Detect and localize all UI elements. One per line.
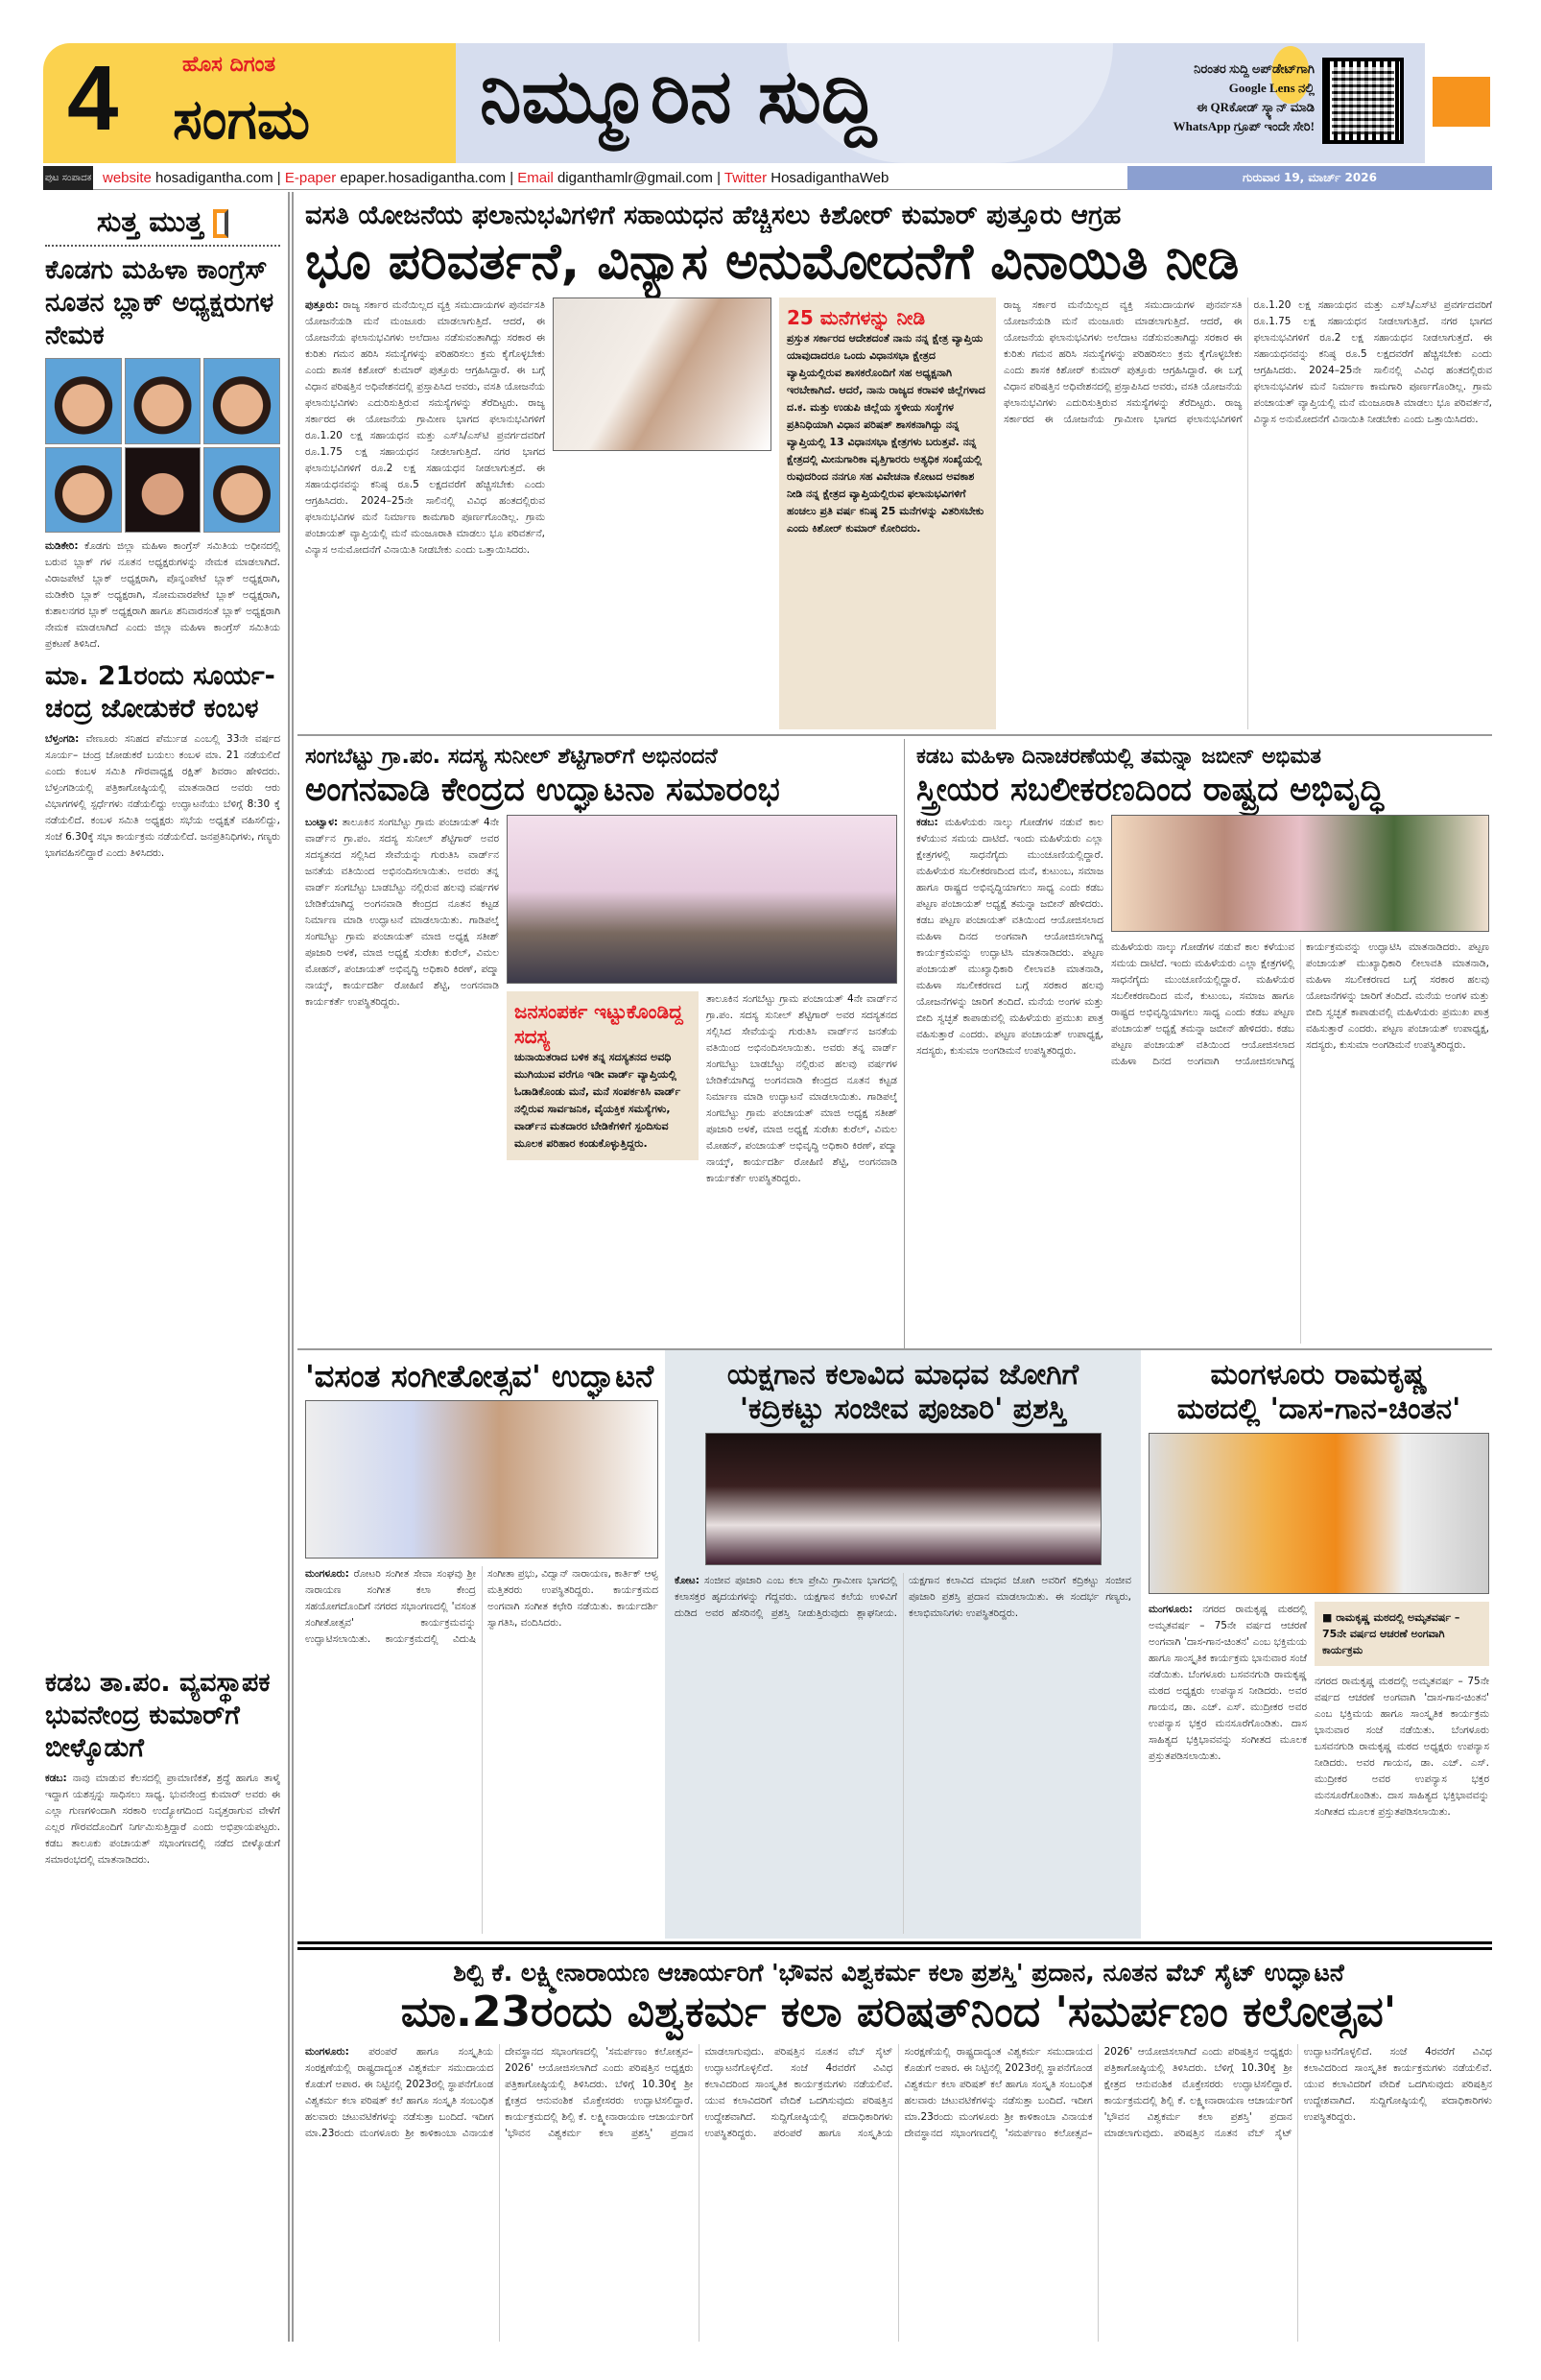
- story-kicker: ಶಿಲ್ಪಿ ಕೆ. ಲಕ್ಷ್ಮೀನಾರಾಯಣ ಆಚಾರ್ಯರಿಗೆ 'ಭೌವನ ವಿಶ್ವಕರ್ಮ ಕಲಾ ಪ್ರಶಸ್ತಿ' ಪ್ರದಾನ, ನೂತನ ವೆಬ್ ಸೈಟ್ ಉದ್ಘಾಟನೆ: [453, 1959, 1344, 1987]
- portrait-photo: [203, 447, 280, 534]
- contact-links: website hosadigantha.com | E-paper epaper.hosadigantha.com | Email diganthamlr@gmail.com | Twitter HosadiganthaWeb: [103, 170, 889, 186]
- body-text: ರಾಜ್ಯ ಸರ್ಕಾರ ಮನೆಯಿಲ್ಲದ ವ್ಯಕ್ತಿ ಸಮುದಾಯಗಳ ಪುನರ್ವಸತಿ ಯೋಜನೆಯಡಿ ಮನೆ ಮಂಜೂರು ಮಾಡಲಾಗುತ್ತಿದೆ. ಆದರೆ, ಈ ಯೋಜನೆಯ ಫಲಾನುಭವಿಗಳು ಅಲೆದಾಟ ನಡೆಸುವಂತಾಗಿದ್ದು ಸರಕಾರ ಈ ಕುರಿತು ಗಮನ ಹರಿಸಿ ಸಮಸ್ಯೆಗಳನ್ನು ಪರಿಹರಿಸಲು ಕ್ರಮ ಕೈಗೊಳ್ಳಬೇಕು ಎಂದು ಶಾಸಕ ಕಿಶೋರ್ ಕುಮಾರ್ ಪುತ್ತೂರು ಆಗ್ರಹಿಸಿದ್ದಾರೆ. ಈ ಬಗ್ಗೆ ವಿಧಾನ ಪರಿಷತ್ತಿನ ಅಧಿವೇಶನದಲ್ಲಿ ಪ್ರಸ್ತಾಪಿಸಿದ ಅವರು, ವಸತಿ ಯೋಜನೆಯ ಫಲಾನುಭವಿಗಳು ಎದುರಿಸುತ್ತಿರುವ ಸಮಸ್ಯೆಗಳನ್ನು ತೆರೆದಿಟ್ಟರು. ರಾಜ್ಯ ಸರ್ಕಾರದ ಈ ಯೋಜನೆಯ ಗ್ರಾಮೀಣ ಭಾಗದ ಫಲಾನುಭವಿಗಳಿಗೆ ರೂ.1.20 ಲಕ್ಷ ಸಹಾಯಧನ ಮತ್ತು ಎಸ್‌ಸಿ/ಎಸ್‌ಟಿ ಪ್ರವರ್ಗದವರಿಗೆ ರೂ.1.75 ಲಕ್ಷ ಸಹಾಯಧನ ನೀಡಲಾಗುತ್ತಿದೆ. ನಗರ ಭಾಗದ ಫಲಾನುಭವಿಗಳಿಗೆ ರೂ.2 ಲಕ್ಷ ಸಹಾಯಧನ ನೀಡಲಾಗುತ್ತದೆ. ಈ ಸಹಾಯಧನವನ್ನು ಕನಿಷ್ಠ ರೂ.5 ಲಕ್ಷದವರೆಗೆ ಹೆಚ್ಚಿಸಬೇಕು ಎಂದು ಆಗ್ರಹಿಸಿದರು. 2024–25ನೇ ಸಾಲಿನಲ್ಲಿ ವಿವಿಧ ಹಂತದಲ್ಲಿರುವ ಫಲಾನುಭವಿಗಳ ಮನೆ ನಿರ್ಮಾಣ ಕಾಮಗಾರಿ ಪೂರ್ಣಗೊಂಡಿಲ್ಲ. ಗ್ರಾಮ ಪಂಚಾಯತ್ ವ್ಯಾಪ್ತಿಯಲ್ಲಿ ಮನೆ ಮಂಜೂರಾತಿ ಮಾಡಲು ಭೂ ಪರಿವರ್ತನೆ, ವಿನ್ಯಾಸ ಅನುಮೋದನೆಗೆ ವಿನಾಯಿತಿ ನೀಡಬೇಕು ಎಂದು ಒತ್ತಾಯಿಸಿದರು.: [305, 299, 545, 557]
- website-label: website: [103, 170, 152, 186]
- story-headline: ಸ್ತ್ರೀಯರ ಸಬಲೀಕರಣದಿಂದ ರಾಷ್ಟ್ರದ ಅಭಿವೃದ್ಧಿ: [916, 770, 1385, 809]
- story-body: [305, 815, 499, 1344]
- body-text: ನಗರದ ರಾಮಕೃಷ್ಣ ಮಠದಲ್ಲಿ ಅಮೃತವರ್ಷ – 75ನೇ ವರ್ಷದ ಆಚರಣೆ ಅಂಗವಾಗಿ 'ದಾಸ-ಗಾನ-ಚಿಂತನ' ಎಂಬ ಭಕ್ತಿಮಯ ಹಾಗೂ ಸಾಂಸ್ಕೃತಿಕ ಕಾರ್ಯಕ್ರಮ ಭಾನುವಾರ ಸಂಜೆ ನಡೆಯಿತು. ಬೆಂಗಳೂರು ಬಸವನಗುಡಿ ರಾಮಕೃಷ್ಣ ಮಠದ ಅಧ್ಯಕ್ಷರು ಉಪನ್ಯಾಸ ನೀಡಿದರು. ಅವರ ಗಾಯನ, ಡಾ. ಎಚ್. ಎಸ್. ಮುದ್ರೀಕರ ಅವರ ಉಪನ್ಯಾಸ ಭಕ್ತರ ಮನಸೂರೆಗೊಂಡಿತು. ದಾಸ ಸಾಹಿತ್ಯದ ಭಕ್ತಿಭಾವವನ್ನು ಸಂಗೀತದ ಮೂಲಕ ಪ್ರಸ್ತುತಪಡಿಸಲಾಯಿತು.: [1315, 1676, 1489, 1818]
- highlight-box: [507, 991, 699, 1160]
- row3-story-3: [1149, 1358, 1489, 1934]
- twitter-link[interactable]: HosadiganthaWeb: [770, 170, 889, 186]
- qr-line: ಈ QRಕೋಡ್ ಸ್ಕ್ಯಾನ್ ಮಾಡಿ: [1196, 100, 1315, 114]
- orange-accent: [1433, 77, 1490, 127]
- story-body-continued: [1004, 298, 1492, 729]
- epaper-label: E-paper: [284, 170, 337, 186]
- body-text: ಸಂಜೀವ ಪೂಜಾರಿ ಎಂಬ ಕಲಾ ಪ್ರೇಮಿ ಗ್ರಾಮೀಣ ಭಾಗದಲ್ಲಿ ಕಲಾಸಕ್ತರ ಹೃದಯಗಳನ್ನು ಗೆದ್ದವರು. ಯಕ್ಷಗಾನ ಕಲೆಯ ಉಳಿವಿಗೆ ದುಡಿದ ಅವರ ಹೆಸರಿನಲ್ಲಿ ಪ್ರಶಸ್ತಿ ನೀಡುತ್ತಿರುವುದು ಶ್ಲಾಘನೀಯ. ಯಕ್ಷಗಾನ ಕಲಾವಿದ ಮಾಧವ ಜೋಗಿ ಅವರಿಗೆ ಕದ್ರಿಕಟ್ಟು ಸಂಜೀವ ಪೂಜಾರಿ ಪ್ರಶಸ್ತಿ ಪ್ರದಾನ ಮಾಡಲಾಯಿತು. ಈ ಸಂದರ್ಭ ಗಣ್ಯರು, ಕಲಾಭಿಮಾನಿಗಳು ಉಪಸ್ಥಿತರಿದ್ದರು.: [675, 1575, 1131, 1619]
- issue-date: ಗುರುವಾರ 19, ಮಾರ್ಚ್ 2026: [1127, 166, 1492, 190]
- top-story: [305, 200, 1492, 729]
- story-kicker: ಯಕ್ಷಗಾನ ಕಲಾವಿದ ಮಾಧವ ಜೋಗಿಗೆ: [726, 1358, 1079, 1392]
- box-body: ಪ್ರಸ್ತುತ ಸರ್ಕಾರದ ಆದೇಶದಂತೆ ನಾನು ನನ್ನ ಕ್ಷೇತ್ರ ವ್ಯಾಪ್ತಿಯ ಯಾವುದಾದರೂ ಒಂದು ವಿಧಾನಸಭಾ ಕ್ಷೇತ್ರದ ವ್ಯಾಪ್ತಿಯಲ್ಲಿರುವ ಶಾಸಕರೊಂದಿಗೆ ಸಹ ಅಧ್ಯಕ್ಷನಾಗಿ ಇರಬೇಕಾಗಿದೆ. ಆದರೆ, ನಾನು ರಾಜ್ಯದ ಕರಾವಳಿ ಜಿಲ್ಲೆಗಳಾದ ದ.ಕ. ಮತ್ತು ಉಡುಪಿ ಜಿಲ್ಲೆಯ ಸ್ಥಳೀಯ ಸಂಸ್ಥೆಗಳ ಪ್ರತಿನಿಧಿಯಾಗಿ ವಿಧಾನ ಪರಿಷತ್ ಶಾಸಕನಾಗಿದ್ದು ನನ್ನ ವ್ಯಾಪ್ತಿಯಲ್ಲಿ 13 ವಿಧಾನಸಭಾ ಕ್ಷೇತ್ರಗಳು ಬರುತ್ತವೆ. ನನ್ನ ಕ್ಷೇತ್ರದಲ್ಲಿ ಮೀನುಗಾರಿಕಾ ವೃತ್ತಿಗಾರರು ಅತ್ಯಧಿಕ ಸಂಖ್ಯೆಯಲ್ಲಿ ರುವುದರಿಂದ ನನಗೂ ಸಹ ವಿವೇಚನಾ ಕೋಟದ ಅವಕಾಶ ನೀಡಿ ನನ್ನ ಕ್ಷೇತ್ರದ ವ್ಯಾಪ್ತಿಯಲ್ಲಿರುವ ಫಲಾನುಭವಿಗಳಿಗೆ ಹಂಚಲು ಪ್ರತಿ ವರ್ಷ ಕನಿಷ್ಠ 25 ಮನೆಗಳನ್ನು ವಿತರಿಸಬೇಕು ಎಂದು ಕಿಶೋರ್ ಕುಮಾರ್ ಕೋರಿದರು.: [787, 332, 985, 536]
- story-headline: ಮಾ. 21ರಂದು ಸೂರ್ಯ- ಚಂದ್ರ ಜೋಡುಕರೆ ಕಂಬಳ: [45, 661, 275, 724]
- legislator-photo: [553, 298, 771, 451]
- portrait-photo: [45, 447, 122, 534]
- body-text: ನಗರದ ರಾಮಕೃಷ್ಣ ಮಠದಲ್ಲಿ ಅಮೃತವರ್ಷ – 75ನೇ ವರ್ಷದ ಆಚರಣೆ ಅಂಗವಾಗಿ 'ದಾಸ-ಗಾನ-ಚಿಂತನ' ಎಂಬ ಭಕ್ತಿಮಯ ಹಾಗೂ ಸಾಂಸ್ಕೃತಿಕ ಕಾರ್ಯಕ್ರಮ ಭಾನುವಾರ ಸಂಜೆ ನಡೆಯಿತು. ಬೆಂಗಳೂರು ಬಸವನಗುಡಿ ರಾಮಕೃಷ್ಣ ಮಠದ ಅಧ್ಯಕ್ಷರು ಉಪನ್ಯಾಸ ನೀಡಿದರು. ಅವರ ಗಾಯನ, ಡಾ. ಎಚ್. ಎಸ್. ಮುದ್ರೀಕರ ಅವರ ಉಪನ್ಯಾಸ ಭಕ್ತರ ಮನಸೂರೆಗೊಂಡಿತು. ದಾಸ ಸಾಹಿತ್ಯದ ಭಕ್ತಿಭಾವವನ್ನು ಸಂಗೀತದ ಮೂಲಕ ಪ್ರಸ್ತುತಪಡಿಸಲಾಯಿತು.: [1149, 1604, 1307, 1762]
- dateline: ಕಡಬ:: [45, 1773, 67, 1784]
- event-photo: [305, 1400, 658, 1559]
- dateline: ಬಂಟ್ವಾಳ:: [305, 817, 339, 829]
- row3-story-2: [675, 1358, 1131, 1934]
- body-text: ನಾವು ಮಾಡುವ ಕೆಲಸದಲ್ಲಿ ಪ್ರಾಮಾಣಿಕತೆ, ಶ್ರದ್ಧೆ ಹಾಗೂ ತಾಳ್ಮೆ ಇದ್ದಾಗ ಯಶಸ್ಸನ್ನು ಸಾಧಿಸಲು ಸಾಧ್ಯ. ಭುವನೇಂದ್ರ ಕುಮಾರ್ ಅವರು ಈ ಎಲ್ಲಾ ಗುಣಗಳಿಂದಾಗಿ ಸರಕಾರಿ ಉದ್ಯೋಗದಿಂದ ನಿವೃತ್ತರಾಗುವ ವೇಳೆಗೆ ಎಲ್ಲರ ಗೌರವದೊಂದಿಗೆ ನಿರ್ಗಮಿಸುತ್ತಿದ್ದಾರೆ ಎಂದು ಅಭಿಪ್ರಾಯಪಟ್ಟರು. ಕಡಬ ತಾಲೂಕು ಪಂಚಾಯತ್ ಸಭಾಂಗಣದಲ್ಲಿ ನಡೆದ ಬೀಳ್ಕೊಡುಗೆ ಸಮಾರಂಭದಲ್ಲಿ ಮಾತನಾಡಿದರು.: [45, 1773, 280, 1866]
- story-body: [45, 731, 280, 1659]
- story-body: [45, 538, 280, 653]
- story-headline: ಮಠದಲ್ಲಿ 'ದಾಸ-ಗಾನ-ಚಿಂತನ': [1176, 1392, 1461, 1426]
- photo-caption: ■ ರಾಮಕೃಷ್ಣ ಮಠದಲ್ಲಿ ಅಮೃತವರ್ಷ – 75ನೇ ವರ್ಷದ ಆಚರಣೆ ಅಂಗವಾಗಿ ಕಾರ್ಯಕ್ರಮ: [1315, 1602, 1489, 1666]
- email-label: Email: [517, 170, 554, 186]
- box-title: 25 ಮನೆಗಳನ್ನು ನೀಡಿ: [787, 306, 926, 330]
- dateline: ಮಂಗಳೂರು:: [305, 2046, 349, 2059]
- qr-line: Google Lens ನಲ್ಲಿ: [1228, 81, 1315, 95]
- column-divider: [288, 192, 294, 2342]
- left-column: [45, 203, 280, 2342]
- row3-story-1: [305, 1358, 658, 1934]
- section-stripe: [297, 1939, 1492, 1950]
- story-body-continued: [1111, 940, 1489, 1344]
- box-title: ಜನಸಂಪರ್ಕ ಇಟ್ಟುಕೊಂಡಿದ್ದ ಸದಸ್ಯ: [514, 1000, 683, 1049]
- dateline: ಬೆಳ್ತಂಗಡಿ:: [45, 733, 80, 745]
- story-headline: ಅಂಗನವಾಡಿ ಕೇಂದ್ರದ ಉದ್ಘಾಟನಾ ಸಮಾರಂಭ: [305, 770, 780, 809]
- event-photo: [1149, 1433, 1489, 1594]
- story-kicker: ಕಡಬ ಮಹಿಳಾ ದಿನಾಚರಣೆಯಲ್ಲಿ ತಮನ್ನಾ ಜಬೀನ್ ಅಭಿಮತ: [916, 745, 1321, 769]
- story-kicker: ಸಂಗಬೆಟ್ಟು ಗ್ರಾ.ಪಂ. ಸದಸ್ಯ ಸುನೀಲ್ ಶೆಟ್ಟಿಗಾರ್‌ಗೆ ಅಭಿನಂದನೆ: [305, 745, 718, 769]
- qr-line: ನಿರಂತರ ಸುದ್ದಿ ಅಪ್‌ಡೇಟ್‌ಗಾಗಿ: [1194, 61, 1315, 76]
- twitter-label: Twitter: [723, 170, 768, 186]
- story-body: [305, 1566, 658, 1934]
- mid-left-story: [305, 744, 897, 1344]
- story-headline: ಮಾ.23ರಂದು ವಿಶ್ವಕರ್ಮ ಕಲಾ ಪರಿಷತ್‌ನಿಂದ 'ಸಮರ್ಪಣಂ ಕಲೋತ್ಸವ': [400, 1987, 1397, 2037]
- bottom-story: [305, 1958, 1492, 2342]
- portrait-photo: [125, 358, 202, 444]
- body-text: ರೋಟರಿ ಸಂಗೀತ ಸೇವಾ ಸಂಘವು ಶ್ರೀ ನಾರಾಯಣ ಸಂಗೀತ ಕಲಾ ಕೇಂದ್ರ ಸಹಯೋಗದೊಂದಿಗೆ ನಗರದ ಸಭಾಂಗಣದಲ್ಲಿ 'ವಸಂತ ಸಂಗೀತೋತ್ಸವ' ಕಾರ್ಯಕ್ರಮವನ್ನು ಉದ್ಘಾಟಿಸಲಾಯಿತು. ಕಾರ್ಯಕ್ರಮದಲ್ಲಿ ವಿದುಷಿ ಸಂಗೀತಾ ಪ್ರಭು, ವಿದ್ವಾನ್ ನಾರಾಯಣ, ಕಾರ್ತಿಕ್ ಆಳ್ವ ಮತ್ತಿತರರು ಉಪಸ್ಥಿತರಿದ್ದರು. ಕಾರ್ಯಕ್ರಮದ ಅಂಗವಾಗಿ ಸಂಗೀತ ಕಛೇರಿ ನಡೆಯಿತು. ಕಾರ್ಯದರ್ಶಿ ಸ್ವಾಗತಿಸಿ, ವಂದಿಸಿದರು.: [305, 1568, 658, 1646]
- dateline: ಕೋಟ:: [675, 1575, 699, 1586]
- body-text: ಮಹಿಳೆಯರು ನಾಲ್ಕು ಗೋಡೆಗಳ ನಡುವೆ ಕಾಲ ಕಳೆಯುವ ಸಮಯ ದಾಟಿದೆ. ಇಂದು ಮಹಿಳೆಯರು ಎಲ್ಲಾ ಕ್ಷೇತ್ರಗಳಲ್ಲಿ ಸಾಧನೆಗೈದು ಮುಂಚೂಣಿಯಲ್ಲಿದ್ದಾರೆ. ಮಹಿಳೆಯರ ಸಬಲೀಕರಣದಿಂದ ಮನೆ, ಕುಟುಂಬ, ಸಮಾಜ ಹಾಗೂ ರಾಷ್ಟ್ರದ ಅಭಿವೃದ್ಧಿಯಾಗಲು ಸಾಧ್ಯ ಎಂದು ಕಡಬ ಪಟ್ಟಣ ಪಂಚಾಯತ್ ಅಧ್ಯಕ್ಷೆ ತಮನ್ನಾ ಜಬೀನ್ ಹೇಳಿದರು. ಕಡಬ ಪಟ್ಟಣ ಪಂಚಾಯತ್ ವತಿಯಿಂದ ಆಯೋಜಿಸಲಾದ ಮಹಿಳಾ ದಿನದ ಅಂಗವಾಗಿ ಆಯೋಜಿಸಲಾಗಿದ್ದ ಕಾರ್ಯಕ್ರಮವನ್ನು ಉದ್ಘಾಟಿಸಿ ಮಾತನಾಡಿದರು. ಪಟ್ಟಣ ಪಂಚಾಯತ್ ಮುಖ್ಯಾಧಿಕಾರಿ ಲೀಲಾವತಿ ಮಾತನಾಡಿ, ಮಹಿಳಾ ಸಬಲೀಕರಣದ ಬಗ್ಗೆ ಸರಕಾರ ಹಲವು ಯೋಜನೆಗಳನ್ನು ಜಾರಿಗೆ ತಂದಿದೆ. ಮನೆಯ ಅಂಗಳ ಮತ್ತು ಬೀದಿ ಸ್ವಚ್ಛತೆ ಕಾಪಾಡುವಲ್ಲಿ ಮಹಿಳೆಯರು ಪ್ರಮುಖ ಪಾತ್ರ ವಹಿಸುತ್ತಾರೆ ಎಂದರು. ಪಟ್ಟಣ ಪಂಚಾಯತ್ ಉಪಾಧ್ಯಕ್ಷ, ಸದಸ್ಯರು, ಕುಸುಮಾ ಅಂಗಡಿಮನೆ ಉಪಸ್ಥಿತರಿದ್ದರು.: [916, 817, 1103, 1058]
- body-text: ಮಹಿಳೆಯರು ನಾಲ್ಕು ಗೋಡೆಗಳ ನಡುವೆ ಕಾಲ ಕಳೆಯುವ ಸಮಯ ದಾಟಿದೆ. ಇಂದು ಮಹಿಳೆಯರು ಎಲ್ಲಾ ಕ್ಷೇತ್ರಗಳಲ್ಲಿ ಸಾಧನೆಗೈದು ಮುಂಚೂಣಿಯಲ್ಲಿದ್ದಾರೆ. ಮಹಿಳೆಯರ ಸಬಲೀಕರಣದಿಂದ ಮನೆ, ಕುಟುಂಬ, ಸಮಾಜ ಹಾಗೂ ರಾಷ್ಟ್ರದ ಅಭಿವೃದ್ಧಿಯಾಗಲು ಸಾಧ್ಯ ಎಂದು ಕಡಬ ಪಟ್ಟಣ ಪಂಚಾಯತ್ ಅಧ್ಯಕ್ಷೆ ತಮನ್ನಾ ಜಬೀನ್ ಹೇಳಿದರು. ಕಡಬ ಪಟ್ಟಣ ಪಂಚಾಯತ್ ವತಿಯಿಂದ ಆಯೋಜಿಸಲಾದ ಮಹಿಳಾ ದಿನದ ಅಂಗವಾಗಿ ಆಯೋಜಿಸಲಾಗಿದ್ದ ಕಾರ್ಯಕ್ರಮವನ್ನು ಉದ್ಘಾಟಿಸಿ ಮಾತನಾಡಿದರು. ಪಟ್ಟಣ ಪಂಚಾಯತ್ ಮುಖ್ಯಾಧಿಕಾರಿ ಲೀಲಾವತಿ ಮಾತನಾಡಿ, ಮಹಿಳಾ ಸಬಲೀಕರಣದ ಬಗ್ಗೆ ಸರಕಾರ ಹಲವು ಯೋಜನೆಗಳನ್ನು ಜಾರಿಗೆ ತಂದಿದೆ. ಮನೆಯ ಅಂಗಳ ಮತ್ತು ಬೀದಿ ಸ್ವಚ್ಛತೆ ಕಾಪಾಡುವಲ್ಲಿ ಮಹಿಳೆಯರು ಪ್ರಮುಖ ಪಾತ್ರ ವಹಿಸುತ್ತಾರೆ ಎಂದರು. ಪಟ್ಟಣ ಪಂಚಾಯತ್ ಉಪಾಧ್ಯಕ್ಷ, ಸದಸ್ಯರು, ಕುಸುಮಾ ಅಂಗಡಿಮನೆ ಉಪಸ್ಥಿತರಿದ್ದರು.: [1111, 941, 1489, 1068]
- dateline: ಮಡಿಕೇರಿ:: [45, 540, 79, 552]
- story-body-continued: [1315, 1674, 1489, 1934]
- email-link[interactable]: diganthamlr@gmail.com: [557, 170, 713, 186]
- dateline: ಮಂಗಳೂರು:: [1149, 1604, 1193, 1615]
- box-body: ಚುನಾಯಿತರಾದ ಬಳಿಕ ತನ್ನ ಸದಸ್ಯತನದ ಅವಧಿ ಮುಗಿಯುವ ವರೆಗೂ ಇಡೀ ವಾರ್ಡ್ ವ್ಯಾಪ್ತಿಯಲ್ಲಿ ಓಡಾಡಿಕೊಂಡು ಮನೆ, ಮನೆ ಸಂಪರ್ಕಕಿಸಿ ವಾರ್ಡ್ ನಲ್ಲಿರುವ ಸಾರ್ವಜನಿಕ, ವೈಯಕ್ತಿಕ ಸಮಸ್ಯೆಗಳು, ವಾರ್ಡ್‌ನ ಮತದಾರರ ಬೇಡಿಕೆಗಳಿಗೆ ಸ್ಪಂದಿಸುವ ಮೂಲಕ ಪರಿಹಾರ ಕಂಡುಕೊಳ್ಳುತ್ತಿದ್ದರು.: [514, 1051, 681, 1151]
- story-body: [675, 1573, 1131, 1934]
- story-kicker: ಮಂಗಳೂರು ರಾಮಕೃಷ್ಣ: [1210, 1358, 1428, 1392]
- section-title: [45, 203, 280, 247]
- brand-logo-top: ಹೊಸ ದಿಗಂತ: [182, 53, 276, 77]
- story-headline: 'ವಸಂತ ಸಂಗೀತೋತ್ಸವ' ಉದ್ಘಾಟನೆ: [305, 1358, 654, 1394]
- masthead-title: ನಿಮ್ಮೂರಿನ ಸುದ್ದಿ: [480, 54, 877, 140]
- dateline: ಪುತ್ತೂರು:: [305, 299, 339, 312]
- dateline: ಕಡಬ:: [916, 817, 938, 829]
- body-text: ತಾಲೂಕಿನ ಸಂಗಬೆಟ್ಟು ಗ್ರಾಮ ಪಂಚಾಯತ್ 4ನೇ ವಾರ್ಡ್‌ನ ಗ್ರಾ.ಪಂ. ಸದಸ್ಯ ಸುನೀಲ್ ಶೆಟ್ಟಿಗಾರ್ ಅವರ ಸದಸ್ಯತನದ ಸಲ್ಲಿಸಿದ ಸೇವೆಯನ್ನು ಗುರುತಿಸಿ ವಾರ್ಡ್‌ನ ಜನತೆಯ ವತಿಯಿಂದ ಅಭಿನಂದಿಸಲಾಯಿತು. ಅವರು ತನ್ನ ವಾರ್ಡ್ ಸಂಗಬೆಟ್ಟು ಬಾಡಬೆಟ್ಟು ನಲ್ಲಿರುವ ಹಲವು ವರ್ಷಗಳ ಬೇಡಿಕೆಯಾಗಿದ್ದ ಅಂಗನವಾಡಿ ಕೇಂದ್ರದ ನೂತನ ಕಟ್ಟಡ ನಿರ್ಮಾಣ ಮಾಡಿ ಉದ್ಘಾಟನೆ ಮಾಡಲಾಯಿತು. ಗಾಡಿಪಲ್ಕೆ ಸಂಗಬೆಟ್ಟು ಗ್ರಾಮ ಪಂಚಾಯತ್ ಮಾಜಿ ಅಧ್ಯಕ್ಷ ಸತೀಶ್ ಪೂಜಾರಿ ಅಳಕೆ, ಮಾಜಿ ಅಧ್ಯಕ್ಷೆ ಸುರೇಖ ಕುರೆಲ್, ವಿಮಲ ಮೋಹನ್, ಪಂಚಾಯತ್ ಅಭಿವೃದ್ಧಿ ಅಧಿಕಾರಿ ಕಿರಣ್, ಪದ್ಮಾ ನಾಯ್ಕ್, ಕಾರ್ಯದರ್ಶಿ ರೋಹಿಣಿ ಶೆಟ್ಟಿ, ಅಂಗನವಾಡಿ ಕಾರ್ಯಕರ್ತೆ ಉಪಸ್ಥಿತರಿದ್ದರು.: [305, 817, 499, 1009]
- body-text: ಕೊಡಗು ಜಿಲ್ಲಾ ಮಹಿಳಾ ಕಾಂಗ್ರೆಸ್ ಸಮಿತಿಯ ಅಧೀನದಲ್ಲಿ ಬರುವ ಬ್ಲಾಕ್ ಗಳ ನೂತನ ಅಧ್ಯಕ್ಷರುಗಳನ್ನು ನೇಮಕ ಮಾಡಲಾಗಿದೆ. ವಿರಾಜಪೇಟೆ ಬ್ಲಾಕ್ ಅಧ್ಯಕ್ಷರಾಗಿ, ಪೊನ್ನಂಪೇಟೆ ಬ್ಲಾಕ್ ಅಧ್ಯಕ್ಷರಾಗಿ, ಮಡಿಕೇರಿ ಬ್ಲಾಕ್ ಅಧ್ಯಕ್ಷರಾಗಿ, ಸೋಮವಾರಪೇಟೆ ಬ್ಲಾಕ್ ಅಧ್ಯಕ್ಷರಾಗಿ, ಕುಶಾಲನಗರ ಬ್ಲಾಕ್ ಅಧ್ಯಕ್ಷರಾಗಿ ಹಾಗೂ ಶನಿವಾರಸಂತೆ ಬ್ಲಾಕ್ ಅಧ್ಯಕ್ಷರಾಗಿ ನೇಮಕ ಮಾಡಲಾಗಿದೆ ಎಂದು ಜಿಲ್ಲಾ ಮಹಿಳಾ ಕಾಂಗ್ರೆಸ್ ಸಮಿತಿಯ ಪ್ರಕಟಣೆ ತಿಳಿಸಿದೆ.: [45, 540, 280, 650]
- website-link[interactable]: hosadigantha.com: [155, 170, 273, 186]
- story-body: [305, 2044, 1492, 2342]
- info-strip: [43, 166, 1492, 190]
- body-text: ರಾಜ್ಯ ಸರ್ಕಾರ ಮನೆಯಿಲ್ಲದ ವ್ಯಕ್ತಿ ಸಮುದಾಯಗಳ ಪುನರ್ವಸತಿ ಯೋಜನೆಯಡಿ ಮನೆ ಮಂಜೂರು ಮಾಡಲಾಗುತ್ತಿದೆ. ಆದರೆ, ಈ ಯೋಜನೆಯ ಫಲಾನುಭವಿಗಳು ಅಲೆದಾಟ ನಡೆಸುವಂತಾಗಿದ್ದು ಸರಕಾರ ಈ ಕುರಿತು ಗಮನ ಹರಿಸಿ ಸಮಸ್ಯೆಗಳನ್ನು ಪರಿಹರಿಸಲು ಕ್ರಮ ಕೈಗೊಳ್ಳಬೇಕು ಎಂದು ಶಾಸಕ ಕಿಶೋರ್ ಕುಮಾರ್ ಪುತ್ತೂರು ಆಗ್ರಹಿಸಿದ್ದಾರೆ. ಈ ಬಗ್ಗೆ ವಿಧಾನ ಪರಿಷತ್ತಿನ ಅಧಿವೇಶನದಲ್ಲಿ ಪ್ರಸ್ತಾಪಿಸಿದ ಅವರು, ವಸತಿ ಯೋಜನೆಯ ಫಲಾನುಭವಿಗಳು ಎದುರಿಸುತ್ತಿರುವ ಸಮಸ್ಯೆಗಳನ್ನು ತೆರೆದಿಟ್ಟರು. ರಾಜ್ಯ ಸರ್ಕಾರದ ಈ ಯೋಜನೆಯ ಗ್ರಾಮೀಣ ಭಾಗದ ಫಲಾನುಭವಿಗಳಿಗೆ ರೂ.1.20 ಲಕ್ಷ ಸಹಾಯಧನ ಮತ್ತು ಎಸ್‌ಸಿ/ಎಸ್‌ಟಿ ಪ್ರವರ್ಗದವರಿಗೆ ರೂ.1.75 ಲಕ್ಷ ಸಹಾಯಧನ ನೀಡಲಾಗುತ್ತಿದೆ. ನಗರ ಭಾಗದ ಫಲಾನುಭವಿಗಳಿಗೆ ರೂ.2 ಲಕ್ಷ ಸಹಾಯಧನ ನೀಡಲಾಗುತ್ತದೆ. ಈ ಸಹಾಯಧನವನ್ನು ಕನಿಷ್ಠ ರೂ.5 ಲಕ್ಷದವರೆಗೆ ಹೆಚ್ಚಿಸಬೇಕು ಎಂದು ಆಗ್ರಹಿಸಿದರು. 2024–25ನೇ ಸಾಲಿನಲ್ಲಿ ವಿವಿಧ ಹಂತದಲ್ಲಿರುವ ಫಲಾನುಭವಿಗಳ ಮನೆ ನಿರ್ಮಾಣ ಕಾಮಗಾರಿ ಪೂರ್ಣಗೊಂಡಿಲ್ಲ. ಗ್ರಾಮ ಪಂಚಾಯತ್ ವ್ಯಾಪ್ತಿಯಲ್ಲಿ ಮನೆ ಮಂಜೂರಾತಿ ಮಾಡಲು ಭೂ ಪರಿವರ್ತನೆ, ವಿನ್ಯಾಸ ಅನುಮೋದನೆಗೆ ವಿನಾಯಿತಿ ನೀಡಬೇಕು ಎಂದು ಒತ್ತಾಯಿಸಿದರು.: [1004, 299, 1492, 426]
- story-body: [305, 298, 545, 729]
- body-text: ತಾಲೂಕಿನ ಸಂಗಬೆಟ್ಟು ಗ್ರಾಮ ಪಂಚಾಯತ್ 4ನೇ ವಾರ್ಡ್‌ನ ಗ್ರಾ.ಪಂ. ಸದಸ್ಯ ಸುನೀಲ್ ಶೆಟ್ಟಿಗಾರ್ ಅವರ ಸದಸ್ಯತನದ ಸಲ್ಲಿಸಿದ ಸೇವೆಯನ್ನು ಗುರುತಿಸಿ ವಾರ್ಡ್‌ನ ಜನತೆಯ ವತಿಯಿಂದ ಅಭಿನಂದಿಸಲಾಯಿತು. ಅವರು ತನ್ನ ವಾರ್ಡ್ ಸಂಗಬೆಟ್ಟು ಬಾಡಬೆಟ್ಟು ನಲ್ಲಿರುವ ಹಲವು ವರ್ಷಗಳ ಬೇಡಿಕೆಯಾಗಿದ್ದ ಅಂಗನವಾಡಿ ಕೇಂದ್ರದ ನೂತನ ಕಟ್ಟಡ ನಿರ್ಮಾಣ ಮಾಡಿ ಉದ್ಘಾಟನೆ ಮಾಡಲಾಯಿತು. ಗಾಡಿಪಲ್ಕೆ ಸಂಗಬೆಟ್ಟು ಗ್ರಾಮ ಪಂಚಾಯತ್ ಮಾಜಿ ಅಧ್ಯಕ್ಷ ಸತೀಶ್ ಪೂಜಾರಿ ಅಳಕೆ, ಮಾಜಿ ಅಧ್ಯಕ್ಷೆ ಸುರೇಖ ಕುರೆಲ್, ವಿಮಲ ಮೋಹನ್, ಪಂಚಾಯತ್ ಅಭಿವೃದ್ಧಿ ಅಧಿಕಾರಿ ಕಿರಣ್, ಪದ್ಮಾ ನಾಯ್ಕ್, ಕಾರ್ಯದರ್ಶಿ ರೋಹಿಣಿ ಶೆಟ್ಟಿ, ಅಂಗನವಾಡಿ ಕಾರ್ಯಕರ್ತೆ ಉಪಸ್ಥಿತರಿದ್ದರು.: [706, 993, 897, 1185]
- highlight-box: [779, 298, 996, 729]
- qr-code[interactable]: [1322, 58, 1404, 144]
- epaper-link[interactable]: epaper.hosadigantha.com: [340, 170, 507, 186]
- page-editor-label: ಪುಟ ಸಂಪಾದಕ: [43, 166, 93, 190]
- story-headline: ಕಡಬ ತಾ.ಪಂ. ವ್ಯವಸ್ಥಾಪಕ ಭುವನೇಂದ್ರ ಕುಮಾರ್‌ಗೆ ಬೀಳ್ಕೊಡುಗೆ: [45, 1668, 271, 1763]
- story-body-continued: [706, 991, 897, 1344]
- brand-title: ಸಂಗಮ: [173, 86, 311, 152]
- body-text: ಪರಂಪರೆ ಹಾಗೂ ಸಂಸ್ಕೃತಿಯ ಸಂರಕ್ಷಣೆಯಲ್ಲಿ ರಾಷ್ಟ್ರದಾದ್ಯಂತ ವಿಶ್ವಕರ್ಮ ಸಮುದಾಯದ ಕೊಡುಗೆ ಅಪಾರ. ಈ ನಿಟ್ಟಿನಲ್ಲಿ 2023ರಲ್ಲಿ ಸ್ಥಾಪನೆಗೊಂಡ ವಿಶ್ವಕರ್ಮ ಕಲಾ ಪರಿಷತ್ ಕಲೆ ಹಾಗೂ ಸಂಸ್ಕೃತಿ ಸಂಬಂಧಿತ ಹಲವಾರು ಚಟುವಟಿಕೆಗಳನ್ನು ನಡೆಸುತ್ತಾ ಬಂದಿದೆ. ಇದೀಗ ಮಾ.23ರಂದು ಮಂಗಳೂರು ಶ್ರೀ ಕಾಳಿಕಾಂಬಾ ವಿನಾಯಕ ದೇವಸ್ಥಾನದ ಸಭಾಂಗಣದಲ್ಲಿ 'ಸಮರ್ಪಣಂ ಕಲೋತ್ಸವ–2026' ಆಯೋಜಿಸಲಾಗಿದೆ ಎಂದು ಪರಿಷತ್ತಿನ ಅಧ್ಯಕ್ಷರು ಪತ್ರಿಕಾಗೋಷ್ಠಿಯಲ್ಲಿ ತಿಳಿಸಿದರು. ಬೆಳಿಗ್ಗೆ 10.30ಕ್ಕೆ ಶ್ರೀ ಕ್ಷೇತ್ರದ ಆನುವಂಶಿಕ ಮೊಕ್ತೇಸರರು ಉದ್ಘಾಟಿಸಲಿದ್ದಾರೆ. ಕಾರ್ಯಕ್ರಮದಲ್ಲಿ ಶಿಲ್ಪಿ ಕೆ. ಲಕ್ಷ್ಮೀನಾರಾಯಣ ಆಚಾರ್ಯರಿಗೆ 'ಭೌವನ ವಿಶ್ವಕರ್ಮ ಕಲಾ ಪ್ರಶಸ್ತಿ' ಪ್ರದಾನ ಮಾಡಲಾಗುವುದು. ಪರಿಷತ್ತಿನ ನೂತನ ವೆಬ್ ಸೈಟ್ ಉದ್ಘಾಟನೆಗೊಳ್ಳಲಿದೆ. ಸಂಜೆ 4ರವರೆಗೆ ವಿವಿಧ ಕಲಾವಿದರಿಂದ ಸಾಂಸ್ಕೃತಿಕ ಕಾರ್ಯಕ್ರಮಗಳು ನಡೆಯಲಿವೆ. ಯುವ ಕಲಾವಿದರಿಗೆ ವೇದಿಕೆ ಒದಗಿಸುವುದು ಪರಿಷತ್ತಿನ ಉದ್ದೇಶವಾಗಿದೆ. ಸುದ್ದಿಗೋಷ್ಠಿಯಲ್ಲಿ ಪದಾಧಿಕಾರಿಗಳು ಉಪಸ್ಥಿತರಿದ್ದರು.: [772, 2046, 1492, 2140]
- qr-line: WhatsApp ಗ್ರೂಪ್ ಇಂದೇ ಸೇರಿ!: [1173, 119, 1315, 133]
- portrait-photo: [125, 447, 202, 534]
- mid-right-story: [916, 744, 1489, 1344]
- story-headline: 'ಕದ್ರಿಕಟ್ಟು ಸಂಜೀವ ಪೂಜಾರಿ' ಪ್ರಶಸ್ತಿ: [739, 1392, 1067, 1426]
- event-photo: [507, 815, 897, 984]
- portrait-photo: [203, 358, 280, 444]
- portrait-photo: [45, 358, 122, 444]
- qr-instructions: [1118, 60, 1315, 136]
- page-number: 4: [67, 47, 119, 150]
- body-text: ಪರಂಪರೆ ಹಾಗೂ ಸಂಸ್ಕೃತಿಯ ಸಂರಕ್ಷಣೆಯಲ್ಲಿ ರಾಷ್ಟ್ರದಾದ್ಯಂತ ವಿಶ್ವಕರ್ಮ ಸಮುದಾಯದ ಕೊಡುಗೆ ಅಪಾರ. ಈ ನಿಟ್ಟಿನಲ್ಲಿ 2023ರಲ್ಲಿ ಸ್ಥಾಪನೆಗೊಂಡ ವಿಶ್ವಕರ್ಮ ಕಲಾ ಪರಿಷತ್ ಕಲೆ ಹಾಗೂ ಸಂಸ್ಕೃತಿ ಸಂಬಂಧಿತ ಹಲವಾರು ಚಟುವಟಿಕೆಗಳನ್ನು ನಡೆಸುತ್ತಾ ಬಂದಿದೆ. ಇದೀಗ ಮಾ.23ರಂದು ಮಂಗಳೂರು ಶ್ರೀ ಕಾಳಿಕಾಂಬಾ ವಿನಾಯಕ ದೇವಸ್ಥಾನದ ಸಭಾಂಗಣದಲ್ಲಿ 'ಸಮರ್ಪಣಂ ಕಲೋತ್ಸವ–2026' ಆಯೋಜಿಸಲಾಗಿದೆ ಎಂದು ಪರಿಷತ್ತಿನ ಅಧ್ಯಕ್ಷರು ಪತ್ರಿಕಾಗೋಷ್ಠಿಯಲ್ಲಿ ತಿಳಿಸಿದರು. ಬೆಳಿಗ್ಗೆ 10.30ಕ್ಕೆ ಶ್ರೀ ಕ್ಷೇತ್ರದ ಆನುವಂಶಿಕ ಮೊಕ್ತೇಸರರು ಉದ್ಘಾಟಿಸಲಿದ್ದಾರೆ. ಕಾರ್ಯಕ್ರಮದಲ್ಲಿ ಶಿಲ್ಪಿ ಕೆ. ಲಕ್ಷ್ಮೀನಾರಾಯಣ ಆಚಾರ್ಯರಿಗೆ 'ಭೌವನ ವಿಶ್ವಕರ್ಮ ಕಲಾ ಪ್ರಶಸ್ತಿ' ಪ್ರದಾನ ಮಾಡಲಾಗುವುದು. ಪರಿಷತ್ತಿನ ನೂತನ ವೆಬ್ ಸೈಟ್ ಉದ್ಘಾಟನೆಗೊಳ್ಳಲಿದೆ. ಸಂಜೆ 4ರವರೆಗೆ ವಿವಿಧ ಕಲಾವಿದರಿಂದ ಸಾಂಸ್ಕೃತಿಕ ಕಾರ್ಯಕ್ರಮಗಳು ನಡೆಯಲಿವೆ. ಯುವ ಕಲಾವಿದರಿಗೆ ವೇದಿಕೆ ಒದಗಿಸುವುದು ಪರಿಷತ್ತಿನ ಉದ್ದೇಶವಾಗಿದೆ. ಸುದ್ದಿಗೋಷ್ಠಿಯಲ್ಲಿ ಪದಾಧಿಕಾರಿಗಳು ಉಪಸ್ಥಿತರಿದ್ದರು.: [305, 2046, 893, 2140]
- portrait-grid: [45, 358, 280, 533]
- divider: [297, 734, 1492, 736]
- divider: [904, 739, 905, 1348]
- award-photo: [705, 1433, 1102, 1565]
- story-body: [45, 1771, 280, 2342]
- door-icon: [213, 209, 228, 238]
- dateline: ಮಂಗಳೂರು:: [305, 1568, 349, 1581]
- event-photo: [1111, 815, 1489, 932]
- section-label: ಸುತ್ತ ಮುತ್ತ: [96, 205, 203, 239]
- story-kicker: ವಸತಿ ಯೋಜನೆಯ ಫಲಾನುಭವಿಗಳಿಗೆ ಸಹಾಯಧನ ಹೆಚ್ಚಿಸಲು ಕಿಶೋರ್ ಕುಮಾರ್ ಪುತ್ತೂರು ಆಗ್ರಹ: [305, 201, 1122, 230]
- story-body: [1149, 1602, 1307, 1934]
- story-headline: ಕೊಡಗು ಮಹಿಳಾ ಕಾಂಗ್ರೆಸ್ ನೂತನ ಬ್ಲಾಕ್ ಅಧ್ಯಕ್ಷರುಗಳ ನೇಮಕ: [45, 255, 274, 350]
- caption-text: ರಾಮಕೃಷ್ಣ ಮಠದಲ್ಲಿ ಅಮೃತವರ್ಷ – 75ನೇ ವರ್ಷದ ಆಚರಣೆ ಅಂಗವಾಗಿ ಕಾರ್ಯಕ್ರಮ: [1322, 1611, 1460, 1656]
- story-headline: ಭೂ ಪರಿವರ್ತನೆ, ವಿನ್ಯಾಸ ಅನುಮೋದನೆಗೆ ವಿನಾಯಿತಿ ನೀಡಿ: [305, 232, 1240, 291]
- body-text: ವೇಣೂರು ಸನಿಹದ ಪೆರ್ಮುಡ ಎಂಬಲ್ಲಿ 33ನೇ ವರ್ಷದ ಸೂರ್ಯ– ಚಂದ್ರ ಜೋಡುಕರೆ ಬಯಲು ಕಂಬಳ ಮಾ. 21 ನಡೆಯಲಿದೆ ಎಂದು ಕಂಬಳ ಸಮಿತಿ ಗೌರವಾಧ್ಯಕ್ಷ ರಕ್ಷಿತ್ ಶಿವರಾಂ ಹೇಳಿದರು. ಬೆಳ್ತಂಗಡಿಯಲ್ಲಿ ಪತ್ರಿಕಾಗೋಷ್ಠಿಯಲ್ಲಿ ಮಾತನಾಡಿದ ಅವರು ಆರು ವಿಭಾಗಗಳಲ್ಲಿ ಸ್ಪರ್ಧೆಗಳು ನಡೆಯಲಿದ್ದು ಉದ್ಘಾಟನೆಯು ಬೆಳಿಗ್ಗೆ 8:30 ಕ್ಕೆ ನಡೆಯಲಿದೆ. ಕಂಬಳ ಸಮಿತಿ ಅಧ್ಯಕ್ಷರು ಸಭೆಯ ಅಧ್ಯಕ್ಷತೆ ವಹಿಸಲಿದ್ದು, ಸಂಜೆ 6.30ಕ್ಕೆ ಸಭಾ ಕಾರ್ಯಕ್ರಮ ನಡೆಯಲಿದೆ. ಜನಪ್ರತಿನಿಧಿಗಳು, ಗಣ್ಯರು ಭಾಗವಹಿಸಲಿದ್ದಾರೆ ಎಂದು ತಿಳಿಸಿದರು.: [45, 733, 280, 859]
- story-body: [916, 815, 1103, 1344]
